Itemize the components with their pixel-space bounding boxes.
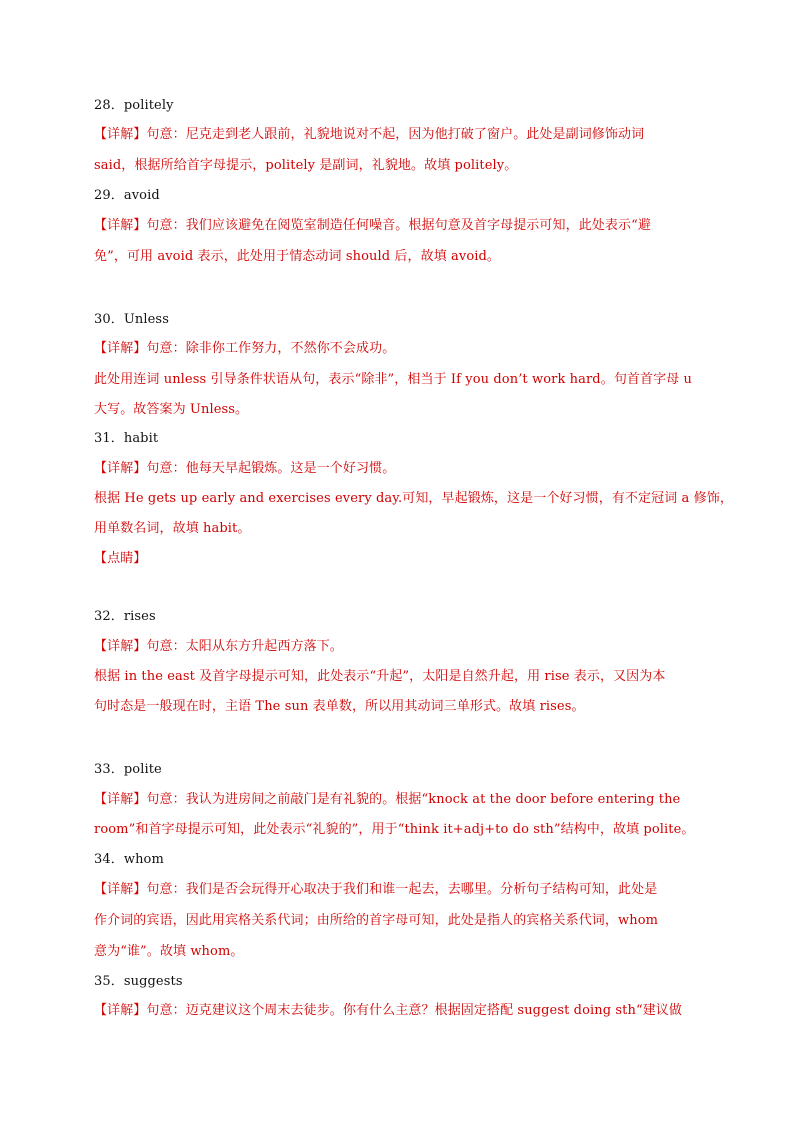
explanation-line: 大写。故答案为 Unless。 xyxy=(94,402,249,417)
question-heading: 35．suggests xyxy=(94,974,183,989)
explanation-line: 根据 in the east 及首字母提示可知，此处表示“升起”，太阳是自然升起，用 rise 表示，又因为本 xyxy=(94,669,666,684)
question-heading: 34．whom xyxy=(94,852,164,867)
explanation-line: 【详解】句意：尼克走到老人跟前，礼貌地说对不起，因为他打破了窗户。此处是副词修饰动词 xyxy=(94,127,645,142)
explanation-line: 【详解】句意：我认为进房间之前敲门是有礼貌的。根据“knock at the door before entering the xyxy=(94,792,681,807)
explanation-line: 此处用连词 unless 引导条件状语从句，表示“除非”，相当于 If you don’t work hard。句首首字母 u xyxy=(94,372,693,387)
question-heading: 33．polite xyxy=(94,762,162,777)
question-heading: 28．politely xyxy=(94,98,174,113)
explanation-line: 句时态是一般现在时，主语 The sun 表单数，所以用其动词三单形式。故填 rises。 xyxy=(94,699,585,714)
explanation-line: 【详解】句意：太阳从东方升起西方落下。 xyxy=(94,639,343,654)
explanation-line: 意为“谁”。故填 whom。 xyxy=(94,944,244,959)
explanation-line: 【详解】句意：迈克建议这个周末去徒步。你有什么主意？根据固定搭配 suggest doing sth“建议做 xyxy=(94,1003,682,1018)
explanation-line: 【详解】句意：他每天早起锻炼。这是一个好习惯。 xyxy=(94,461,396,476)
explanation-line: said，根据所给首字母提示，politely 是副词，礼貌地。故填 politely。 xyxy=(94,158,518,173)
explanation-line: 免”，可用 avoid 表示，此处用于情态动词 should 后，故填 avoid。 xyxy=(94,249,501,264)
question-heading: 31．habit xyxy=(94,431,159,446)
explanation-line: 作介词的宾语，因此用宾格关系代词；由所给的首字母可知，此处是指人的宾格关系代词，whom xyxy=(94,913,659,928)
tip-heading: 【点睛】 xyxy=(94,551,147,566)
question-heading: 32．rises xyxy=(94,609,156,624)
explanation-line: room”和首字母提示可知，此处表示“礼貌的”，用于“think it+adj+to do sth”结构中，故填 polite。 xyxy=(94,822,695,837)
question-heading: 30．Unless xyxy=(94,312,169,327)
explanation-line: 【详解】句意：我们应该避免在阅览室制造任何噪音。根据句意及首字母提示可知，此处表示“避 xyxy=(94,218,651,233)
explanation-line: 【详解】句意：我们是否会玩得开心取决于我们和谁一起去，去哪里。分析句子结构可知，此处是 xyxy=(94,882,658,897)
question-heading: 29．avoid xyxy=(94,188,160,203)
explanation-line: 用单数名词，故填 habit。 xyxy=(94,521,251,536)
explanation-line: 根据 He gets up early and exercises every day.可知，早起锻炼，这是一个好习惯，有不定冠词 a 修饰， xyxy=(94,491,733,506)
explanation-line: 【详解】句意：除非你工作努力，不然你不会成功。 xyxy=(94,341,396,356)
